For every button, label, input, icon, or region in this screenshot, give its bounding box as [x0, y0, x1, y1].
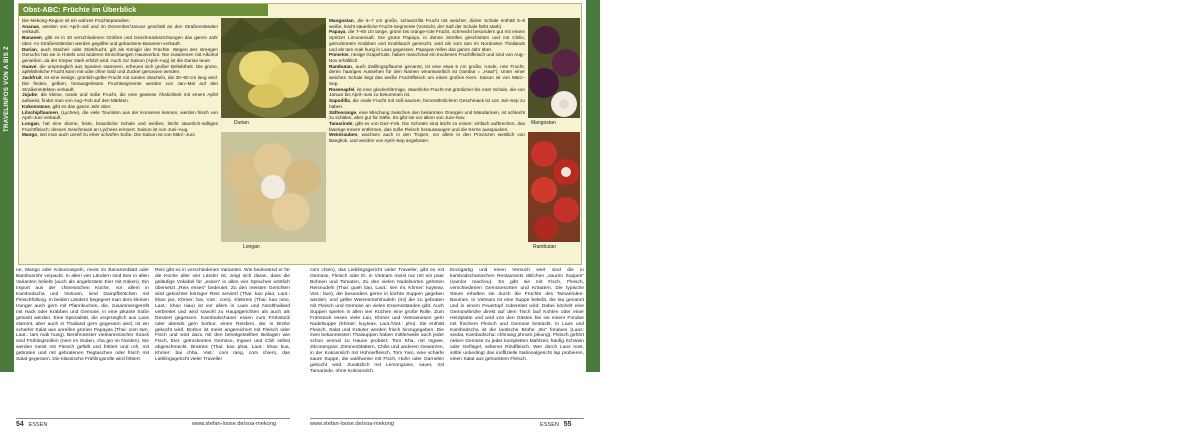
fruit-entry: Longan, hat eine dünne, feste, braunliche Schale und weißes, leicht säuerlich-saftiges Fruchtfleisch; dessen Geschmack an Lychees erinnert. Saison ist von Juni–Aug. — [22, 120, 218, 132]
footer-left — [16, 421, 47, 428]
fruit-description: werden von April–Juli und im Dezember/Januar geschält an den Straßenständen verkauft. — [22, 23, 218, 35]
fruit-entry: Kokosnüsse, gibt es das ganze Jahr über. — [22, 103, 112, 109]
fruit-entry: Ananas, werden von April–Juli und im Dezember/Januar geschält an den Straßenständen verkauft. — [22, 23, 218, 35]
fruit-entry: Mango, isst man auch unreif zu einer scharfen Soße. Die Saison ist von März–Juni. — [22, 132, 196, 138]
fruit-term: Mangostan — [329, 18, 354, 23]
durian-photo — [221, 18, 326, 118]
fruit-description: eine Mischung zwischen den bekannten Orangen und Mandarinen, ist schlecht zu schälen, aber gut für Säfte. Es gibt sie vor allem von Juni–Nov. — [329, 109, 525, 121]
fruit-entry: Guave, die ursprünglich aus Spanien stammen, erfreuen sich großer Beliebtheit. Die grüne, apfelähnliche Frucht kann mit oder ohne Salz und Zucker genossen werden. — [22, 63, 218, 75]
fruit-description: auch Zwillingspflaume genannt, ist eine etwa 5 cm große, runde, rote Frucht, deren haariges Aussehen für den Namen verantwortlich ist (rambut = „Haar“). Unter einer weichen Schale liegt das weiße Fruchtfleisch um einen großen Kern. Saison ist von März–Sep. — [329, 63, 525, 86]
fruit-description: riesige Grapefruits, haben manchmal ein trockenes Fruchtfleisch und sind von Aug–Nov erhältlich. — [329, 52, 525, 64]
footer-rule-right — [310, 418, 584, 419]
fruit-description: gibt es das ganze Jahr über. — [52, 103, 112, 109]
fruit-term: Papaya — [329, 29, 346, 35]
fruit-description: (Lychee), die viele Touristen aus der Konserve kennen, werden frisch von April–Juni verkauft. — [22, 109, 219, 121]
fruit-term: Ananas — [22, 23, 39, 29]
fruit-term: Säfteorange — [329, 109, 357, 115]
fruit-entry: Pomelos, riesige Grapefruits, haben manchmal ein trockenes Fruchtfleisch und sind von Aug–Nov erhältlich. — [329, 52, 525, 64]
side-tab-left-label: TRAVELINFOS VON A BIS Z — [4, 45, 10, 133]
fruit-term: Weintrauben — [329, 132, 358, 138]
fruit-term: Rosenapfel — [329, 86, 355, 92]
mangostan-caption: Mangostan — [531, 120, 556, 126]
fruit-entry: Jujube, die kleine, runde und süße Frucht, die eine gewisse Ähnlichkeit mit einem Apfel aufweist, findet man von Aug–Feb auf den Märkten. — [22, 92, 218, 104]
page-number-left: 54 — [16, 421, 24, 428]
fruit-entry: Tamarinde, gibt es von Dez–Feb. Die Schoten sind leicht zu essen: einfach aufbrechen, das faserige Innere entfernen, das süße Fleisch heraussaugen und die Kerne ausspucken. — [329, 120, 525, 132]
fruit-entry: Jackfruit, ist eine riesige, grünlich-gelbe Frucht mit runden Stacheln, die 30–90 cm lang wird. Die festen, gelben, herausgelösten Fruchtsegmente werden von Jan–Mai auf den Straßenmärkten verkauft. — [22, 75, 218, 92]
side-tab-left — [0, 0, 14, 372]
fruit-term: Bananen — [22, 35, 42, 41]
fruit-description: isst man auch unreif zu einer scharfen Soße. Die Saison ist von März–Juni. — [39, 132, 196, 138]
footer-url-right: www.stefan-loose.de/soa-mekong — [310, 421, 394, 427]
body-column-3 — [310, 268, 444, 375]
fruit-description: Die Mekong-Region ist ein wahres Früchteparadies: — [22, 18, 130, 23]
body-text-2: Reis gibt es in verschiedenen Varianten. Wie bedeutend er für die Küche aller vier Länder ist, zeigt sich daran, dass die geläufige Vokabel für „essen“ in allen vier Sprachen wörtlich übersetzt „Reis essen“ bedeutet. Zu den meisten Gerichten wird gekochter körniger Reis serviert (Thai: kao plao, Laot.: khao jao, Khmer: bai, Viet.: com). Klebreis (Thai: kao nieo, Laot.: khao niau) ist vor allem in Laos und Nordthailand verbreitet und wird sowohl zu Hauptgerichten als auch als Dessert gegessen. Kambodschaner essen zum Frühstück oder abends gern borbor, einen Reisbrei, der in Brühe gekocht wird. Borbor ist meist angereichert mit Fleisch oder Fisch und wird dazu mit den bereitgestellten Beilagen wie Fisch, Eier, getrocknetes Gemüse, Ingwer und Chili selbst abgeschmeckt. Bratreis (Thai: kao phat, Laot.: khao kua, Khmer: bai chha, Viet.: com rang, com chien), das Lieblingsgericht vieler Traveller — [155, 268, 290, 363]
body-text-3: com chien), das Lieblingsgericht vieler Traveller, gibt es mit Gemüse, Fleisch oder Ei, in Vietnam meist nur mit ein paar Bohnen und Tomaten. Zu den vielen Nudelsorten gehören Reisnudeln (Thai: gueh tiao, Laot.: sen mi, Khmer: kuyteav, Viet.: bun), die besonders gerne in leichte Suppen gegeben werden, und gelbe Weizenmehlnudeln (mi) die zu gebraten mit Fleisch und Gemüse an vielen Essensständen gibt. Auch Suppen spielen in allen vier Küchen eine große Rolle. Zum Frühstück essen viele Lao, Khmer und Vietnamesen gern Nudelsuppe (Khmer: kuyteav, Laot./Viet.: pho). Sie enthält Fleisch, Salat und Kräuter werden frisch hinzugegeben. Die zwei bekanntesten Thaisuppen haben mittlerweile auch jeder schon einmal zu Hause probiert: Tom Kha, mit Ingwer, Zitronengras, Zitronenblättern, Chilis und anderen Gewürzen, in der Kokosmilch mit Hühnerfleisch, Tom Yam, eine scharfe saure Suppe, die wahlweise mit Fisch, Huhn oder Garnelen gekocht wird. Zusätzlich mit Lemongrass, sauer, mit Tamarinde, ohne Kokosmilch. — [310, 268, 444, 375]
fruit-description: ist eine riesige, grünlich-gelbe Frucht mit runden Stacheln, die 30–90 cm lang wird. Die festen, gelben, herausgelösten Fruchtsegmente werden von Jan–Mai auf den Straßenmärkten verkauft. — [22, 75, 218, 92]
box-heading: Obst-ABC: Früchte im Überblick — [19, 4, 268, 16]
fruit-description: auch Stachel- oder Stinkfrucht, gilt als Königin der Früchte. Wegen des strengen Geruchs hat sie in Hotels und anderen Einrichtungen Hausverbot. Nie zusammen mit Alkohol genießen, da der Körper stark erhitzt wird. Auch zur Saison (April–Aug) ist die Durian teuer. — [22, 46, 218, 64]
fruit-description: die 7–60 cm lange, grüne bis orange-rote Frucht, schmeckt besonders gut mit einem Spritzer Limonensaft. Die grüne Papaya, in dünne Streifen geschnitten und mit Chilis, getrockneten Krabben und Knoblauch gemischt, wird als som tam im Nordosten Thailands und als tam mak hung in Laos gegessen. Papayas reifen das ganze Jahr über. — [329, 29, 525, 52]
body-column-1 — [16, 268, 149, 363]
fruit-term: Guave — [22, 63, 37, 69]
fruit-entry: Säfteorange, eine Mischung zwischen den bekannten Orangen und Mandarinen, ist schlecht zu schälen, aber gut für Säfte. Es gibt sie vor allem von Juni–Nov. — [329, 109, 525, 121]
fruit-description: die ovale Frucht mit süß-saurem, birnenähnlichem Geschmack ist von Juli–Sep zu haben. — [329, 98, 525, 109]
side-tab-right — [586, 0, 1182, 372]
box-column-left — [22, 18, 218, 138]
fruit-term: Jackfruit — [22, 75, 42, 81]
footer-right — [540, 421, 571, 428]
fruit-abc-box — [18, 3, 582, 265]
fruit-term: Jujube — [22, 92, 38, 98]
fruit-term: Kokosnüsse — [22, 103, 50, 109]
fruit-description: ist eine glockenförmige, säuerliche Frucht mit grünlicher bis roter Schale, die von Januar bis April–Juni zu bekommen ist. — [329, 86, 525, 98]
body-text-1: ne, Mango oder Kokosraspeln, meist im Bananenblatt oder Bambusrohr verpackt. In allen vier Ländern sind Eier in allen Varianten beliebt (auch als angebrütete Eier mit Küken). Ein Import aus der chinesischen Küche, vor allem in Kambodscha und Vietnam, sind Dampfbrötchen mit Fleischfüllung. In beiden Ländern begegnet man dem kleinen Hunger auch gern mit Pfannkuchen, die, zusammengerollt mit Hack oder Krabben und Gemüse, in eine pikante Soße getunkt werden. Eine Spezialität, die ursprünglich aus Laos stammt, aber auch in Thailand gern gegessen wird, ist ein scharfer Salat aus unreifen grünen Papayas (Thai: som tam, Laot.: tam mak hung). Berühmtester vietnamesischer Snack sind Frühlingsrollen (nem im Süden, cha gio im Norden). Sie werden meist mit Fleisch gefüllt und frittiert und roh, mit gebraten und mit gebratenen Teigtaschen oder frisch mit Salat gegessen. Die klassische Frühlingsrolle wird frittiert. — [16, 268, 149, 363]
durian-caption: Durian — [234, 120, 249, 126]
fruit-entry: Papaya, die 7–60 cm lange, grüne bis orange-rote Frucht, schmeckt besonders gut mit einem Spritzer Limonensaft. Die grüne Papaya, in dünne Streifen geschnitten und mit Chilis, getrockneten Krabben und Knoblauch gemischt, wird als som tam im Nordosten Thailands und als tam mak hung in Laos gegessen. Papayas reifen das ganze Jahr über. — [329, 29, 525, 52]
longan-photo — [221, 132, 326, 242]
fruit-entry: Mangostan, die 6–7 cm große, schwarzlila Frucht mit weicher, dicker Schale enthält 5–8 weiße, leicht säuerliche Frucht-Segmente (Vorsicht, der Saft der Schale färbt stark). — [329, 18, 525, 29]
longan-caption: Longan — [243, 244, 260, 250]
mangostan-photo — [528, 18, 580, 118]
fruit-description: gibt es in 30 verschiedenen Größen und Geschmacksrichtungen das ganze Jahr über. An Straßenständen werden gegrillte und gebackene Bananen verkauft. — [22, 35, 218, 46]
fruit-term: Longan — [22, 120, 39, 126]
fruit-entry: Durian, auch Stachel- oder Stinkfrucht, gilt als Königin der Früchte. Wegen des strengen Geruchs hat sie in Hotels und anderen Einrichtungen Hausverbot. Nie zusammen mit Alkohol genießen, da der Körper stark erhitzt wird. Auch zur Saison (April–Aug) ist die Durian teuer. — [22, 46, 218, 64]
fruit-term: Tamarinde — [329, 120, 353, 126]
fruit-term: Pomelos — [329, 52, 349, 58]
fruit-description: die ursprünglich aus Spanien stammen, erfreuen sich großer Beliebtheit. Die grüne, apfelähnliche Frucht kann mit oder ohne Salz und Zucker genossen werden. — [22, 63, 218, 75]
body-column-2 — [155, 268, 290, 363]
rambutan-photo — [528, 132, 580, 242]
fruit-entry: Rosenapfel, ist eine glockenförmige, säuerliche Frucht mit grünlicher bis roter Schale, die von Januar bis April–Juni zu bekommen ist. — [329, 86, 525, 98]
fruit-description: wachsen auch in den Tropen, vor allem in den Provinzen westlich von Bangkok, und werden von April–Sep angeboten. — [329, 132, 525, 144]
footer-rule-left — [16, 418, 290, 419]
page-number-right: 55 — [563, 421, 572, 428]
fruit-term: Mango — [22, 132, 38, 138]
fruit-term: Litschipflaumen — [22, 109, 58, 115]
fruit-entry: Rambutan, auch Zwillingspflaume genannt, ist eine etwa 5 cm große, runde, rote Frucht, deren haariges Aussehen für den Namen verantwortlich ist (rambut = „Haar“). Unter einer weichen Schale liegt das weiße Fruchtfleisch um einen großen Kern. Saison ist von März–Sep. — [329, 63, 525, 86]
fruit-entry: Bananen, gibt es in 30 verschiedenen Größen und Geschmacksrichtungen das ganze Jahr über. An Straßenständen werden gegrillte und gebackene Bananen verkauft. — [22, 35, 218, 46]
rambutan-caption: Rambutan — [533, 244, 557, 250]
section-title-left: ESSEN — [28, 422, 48, 428]
fruit-description: hat eine dünne, feste, braunliche Schale und weißes, leicht säuerlich-saftiges Fruchtfleisch; dessen Geschmack an Lychees erinnert. Saison ist von Juni–Aug. — [22, 120, 218, 132]
side-tab-right-label: TRAVELINFOS VON A BIS Z — [1176, 45, 1182, 133]
fruit-term: Rambutan — [329, 63, 352, 69]
footer-url-left: www.stefan-loose.de/soa-mekong — [192, 421, 276, 427]
fruit-entry: Weintrauben, wachsen auch in den Tropen, vor allem in den Provinzen westlich von Bangkok, und werden von April–Sep angeboten. — [329, 132, 525, 144]
fruit-term: Durian — [22, 46, 37, 52]
fruit-description: gibt es von Dez–Feb. Die Schoten sind leicht zu essen: einfach aufbrechen, das faserige Innere entfernen, das süße Fleisch heraussaugen und die Kerne ausspucken. — [329, 120, 525, 132]
fruit-description: die kleine, runde und süße Frucht, die eine gewisse Ähnlichkeit mit einem Apfel aufweist, findet man von Aug–Feb auf den Märkten. — [22, 92, 218, 104]
body-column-4 — [450, 268, 584, 363]
fruit-entry: Sapodilla, die ovale Frucht mit süß-saurem, birnenähnlichem Geschmack ist von Juli–Sep zu haben. — [329, 98, 525, 109]
fruit-term: Sapodilla — [329, 98, 350, 104]
section-title-right: ESSEN — [540, 422, 559, 428]
fruit-description: die 6–7 cm große, schwarzlila Frucht mit weicher, dicker Schale enthält 5–8 weiße, leicht säuerliche Frucht-Segmente (Vorsicht, der Saft der Schale färbt stark). — [329, 18, 525, 29]
box-column-right — [329, 18, 525, 144]
fruit-entry: Litschipflaumen, (Lychee), die viele Touristen aus der Konserve kennen, werden frisch von April–Juni verkauft. — [22, 109, 219, 121]
body-text-4: Einzigartig und einen Versuch wert sind die in kambodschanischen Restaurants üblichen „sauren Suppen“ (samlor machou). Es gibt sie mit Fisch, Fleisch, verschiedenen Gemüsesorten und Kräutern. Die typische Säure erhalten sie durch die Früchte des Tamarinden-Baumes. In Vietnam ist eine Suppe beliebt, die lau genannt und in einem Feuertopf zubereitet wird: Dabei köchelt eine Gemüsebrühe direkt auf dem Tisch lauf Kohlen oder einer Herdplatte und wird von den Gästen bei sie einem Fondue mit frischem Fleisch und Gemüse bestückt. In Laos und Kambodscha ist die laotische Brühe „Bo“ fondues (Laos: sindat, Kambodscha: chhnang phnom pleung). Fleisch gehört neben Gemüse zu jeder kompletten Mahlzeit, häufig Schwein oder Geflügel, seltener Rindfleisch. Wer durch Laos reist, sollte unbedingt das inoffizielle Nationalgericht lap probieren, einen Salat aus gehacktem Fleisch. — [450, 268, 584, 363]
